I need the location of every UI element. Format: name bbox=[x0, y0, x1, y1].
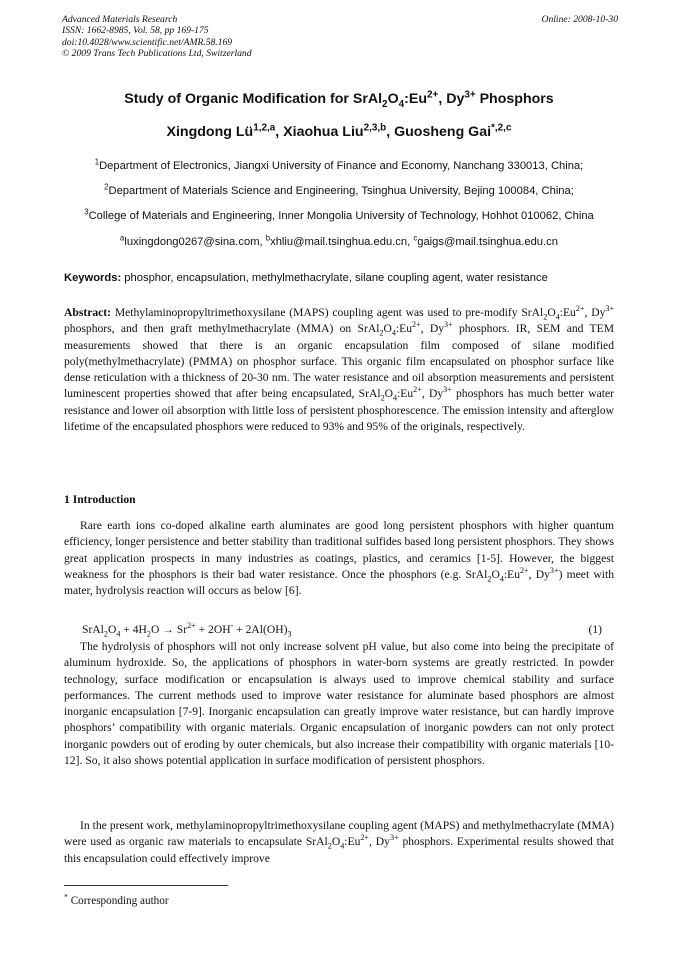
doi-line: doi:10.4028/www.scientific.net/AMR.58.169 bbox=[62, 36, 233, 48]
affiliation-3: $^3$College of Materials and Engineering, Inner Mongolia University of Technology, Hohhot 010062, China bbox=[84, 207, 594, 222]
equation-number: (1) bbox=[588, 623, 602, 636]
paper-title: Study of Organic Modification for $SrAl_2O_4:Eu^{2+}$, $Dy^{3+}$ Phosphors bbox=[124, 89, 554, 110]
journal-name: Advanced Materials Research bbox=[62, 14, 178, 25]
journal-header bbox=[62, 14, 618, 60]
intro-paragraph-2: The hydrolysis of phosphors will not only increase solvent pH value, but also come into being the precipitate of aluminum hydroxide. So, the applications of phosphors in water-born systems are greatly restricted. In powder technology, surface modification or encapsulation is always used to improve chemical stability and surface performances. The current methods used to improve water resistance for aluminate based phosphors are almost inorganic encapsulation [7-9]. Inorganic encapsulation can greatly improve water resistance, but can hardly improve phosphors’ compatibility with organic materials. Organic encapsulation of inorganic powders can not only protect inorganic powders out of eroding by outer chemicals, but also increase their compatibility with organic materials [10-12]. So, it also shows potential application in surface modification of persistent phosphors. bbox=[64, 640, 614, 768]
affiliation-1: $^1$Department of Electronics, Jiangxi University of Finance and Economy, Nanchang 330013, China; bbox=[94, 157, 584, 172]
keywords: Keywords: phosphor, encapsulation, methylmethacrylate, silane coupling agent, water resistance bbox=[64, 272, 548, 284]
online-date: Online: 2008-10-30 bbox=[541, 14, 618, 25]
intro-paragraph-1: Rare earth ions co-doped alkaline earth aluminates are good long persistent phosphors with higher quantum efficiency, longer persistence and better stability than traditional sulfides based long persistent phosphors. They shows great application prospects in many industries as coatings, plastics, and ceramics [1-5]. However, the biggest weakness for the phosphors is their bad water resistance. Once the phosphors (e.g. $SrAl_2O_4:Eu^{2+}$, $Dy^{3+}$) meet with mater, hydrolysis reaction will occurs as below [6]. bbox=[64, 519, 614, 598]
author-emails: $^a$luxingdong0267@sina.com, $^b$xhliu@mail.tsinghua.edu.cn, $^c$gaigs@mail.tsinghua.edu.cn bbox=[120, 233, 558, 248]
section-heading-introduction: 1 Introduction bbox=[64, 493, 136, 506]
footnote: * Corresponding author bbox=[64, 892, 169, 907]
issn-line: ISSN: 1662-8985, Vol. 58, pp 169-175 bbox=[62, 25, 209, 37]
abstract: Abstract: Methylaminopropyltrimethoxysilane (MAPS) coupling agent was used to pre-modify $SrAl_2O_4:Eu^{2+}$, $Dy^{3+}$ phosphors, and then graft methylmethacrylate (MMA) on $SrAl_2O_4:Eu^{2+}$, $Dy^{3+}$ phosphors. IR, SEM and TEM measurements showed that there is an organic encapsulation film composed of silane modified poly(methylmethacrylate) (PMMA) on phosphor surface. This organic film encapsulated on phosphor surface like dense reticulation with a thickness of 20-30 nm. The water resistance and oil absorption measurements and persistent luminescent properties showed that after being encapsulated, $SrAl_2O_4:Eu^{2+}$, $Dy^{3+}$ phosphors has much better water resistance and lower oil absorption with little loss of persistent phosphorescence. The emission intensity and afterglow lifetime of the encapsulated phosphors were reduced to 93% and 95% of the originals, respectively. bbox=[64, 304, 615, 434]
intro-paragraph-3: In the present work, methylaminopropyltrimethoxysilane coupling agent (MAPS) and methylmethacrylate (MMA) were used as organic raw materials to encapsulate $SrAl_2O_4:Eu^{2+}$, $Dy^{3+}$ phosphors. Experimental results showed that this encapsulation could effectively improve bbox=[64, 819, 614, 865]
footnote-rule bbox=[64, 885, 228, 886]
author-list: Xingdong Lü$^{1,2,a}$, Xiaohua Liu$^{2,3,b}$, Guosheng Gai$^{*,2,c}$ bbox=[166, 122, 512, 140]
equation-1: $SrAl_2O_4 + 4H_2O \to Sr^{2+} + 2OH^- + 2Al(OH)_3$ (1) bbox=[82, 621, 602, 639]
copyright-line: © 2009 Trans Tech Publications Ltd, Switzerland bbox=[62, 48, 252, 60]
affiliation-2: $^2$Department of Materials Science and Engineering, Tsinghua University, Bejing 100084, China; bbox=[104, 182, 574, 197]
